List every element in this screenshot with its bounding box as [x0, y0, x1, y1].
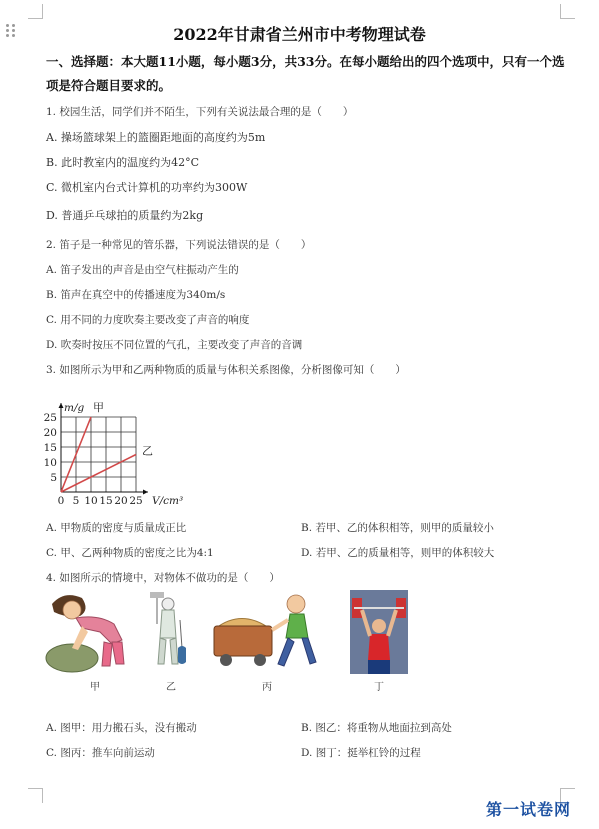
figure-bing-pushing-cart — [210, 588, 330, 674]
figure-label-ding: 丁 — [374, 682, 384, 693]
q4-option-a: A. 图甲：用力搬石头，没有搬动 — [46, 722, 197, 734]
q2-option-c: C. 用不同的力度吹奏主要改变了声音的响度 — [46, 314, 250, 326]
series-label: 甲 — [93, 401, 104, 414]
q3-option-b: B. 若甲、乙的体积相等，则甲的质量较小 — [301, 522, 494, 534]
y-axis-label: m/g — [64, 402, 85, 414]
figure-label-bing: 丙 — [262, 682, 272, 693]
q4-option-d: D. 图丁：挺举杠铃的过程 — [301, 747, 421, 759]
question-3-stem: 3. 如图所示为甲和乙两种物质的质量与体积关系图像，分析图像可知（ ） — [46, 364, 406, 376]
figure-yi-pulling-weight — [148, 590, 194, 674]
question-2-stem: 2. 笛子是一种常见的管乐器，下列说法错误的是（ ） — [46, 239, 312, 251]
x-tick-label: 25 — [129, 495, 143, 506]
x-tick-label: 5 — [72, 495, 80, 506]
watermark-logo: 第一试卷网 — [486, 800, 572, 819]
y-axis-arrow — [59, 403, 64, 408]
q1-option-b: B. 此时教室内的温度约为42°C — [46, 156, 199, 169]
crop-mark-top-right — [560, 4, 575, 19]
q1-option-c: C. 微机室内台式计算机的功率约为300W — [46, 181, 248, 194]
y-tick-label: 25 — [43, 412, 57, 424]
crop-mark-top-left — [28, 4, 43, 19]
crop-mark-bottom-left — [28, 788, 43, 803]
mass-volume-chart — [40, 388, 200, 506]
question-4-stem: 4. 如图所示的情境中，对物体不做功的是（ ） — [46, 572, 280, 584]
x-axis-label: V/cm³ — [152, 495, 184, 506]
q2-option-b: B. 笛声在真空中的传播速度为340m/s — [46, 289, 226, 301]
figure-label-yi: 乙 — [166, 682, 176, 693]
q4-option-b: B. 图乙：将重物从地面拉到高处 — [301, 722, 452, 734]
x-tick-label: 15 — [99, 495, 113, 506]
page-title: 2022年甘肃省兰州市中考物理试卷 — [173, 25, 426, 44]
figure-ding-weightlifting — [350, 590, 408, 674]
q2-option-d: D. 吹奏时按压不同位置的气孔，主要改变了声音的音调 — [46, 339, 303, 351]
q3-option-d: D. 若甲、乙的质量相等，则甲的体积较大 — [301, 547, 495, 559]
x-tick-label: 20 — [114, 495, 128, 506]
series-label: 乙 — [142, 444, 153, 458]
q3-option-a: A. 甲物质的密度与质量成正比 — [46, 522, 187, 534]
q3-option-c: C. 甲、乙两种物质的密度之比为4:1 — [46, 547, 214, 559]
q4-option-c: C. 图丙：推车向前运动 — [46, 747, 155, 759]
x-tick-label: 10 — [84, 495, 98, 506]
x-tick-label: 0 — [57, 495, 65, 506]
series-line-yi — [61, 455, 136, 493]
section-heading: 一、选择题：本大题11小题，每小题3分，共33分。在每小题给出的四个选项中，只有一个选项是符合题目要求的。 — [46, 54, 565, 93]
y-tick-label: 15 — [43, 442, 57, 454]
q2-option-a: A. 笛子发出的声音是由空气柱振动产生的 — [46, 264, 239, 276]
question-1-stem: 1. 校园生活，同学们并不陌生，下列有关说法最合理的是（ ） — [46, 106, 354, 118]
y-tick-label: 10 — [43, 457, 57, 469]
figure-label-jia: 甲 — [90, 682, 100, 693]
y-tick-label: 20 — [43, 427, 57, 439]
x-axis-arrow — [143, 490, 148, 495]
q1-option-d: D. 普通乒乓球拍的质量约为2kg — [46, 209, 204, 222]
y-tick-label: 5 — [50, 472, 57, 484]
q1-option-a: A. 操场篮球架上的篮圈距地面的高度约为5m — [46, 131, 266, 144]
figure-jia-lifting-stone — [42, 588, 132, 674]
